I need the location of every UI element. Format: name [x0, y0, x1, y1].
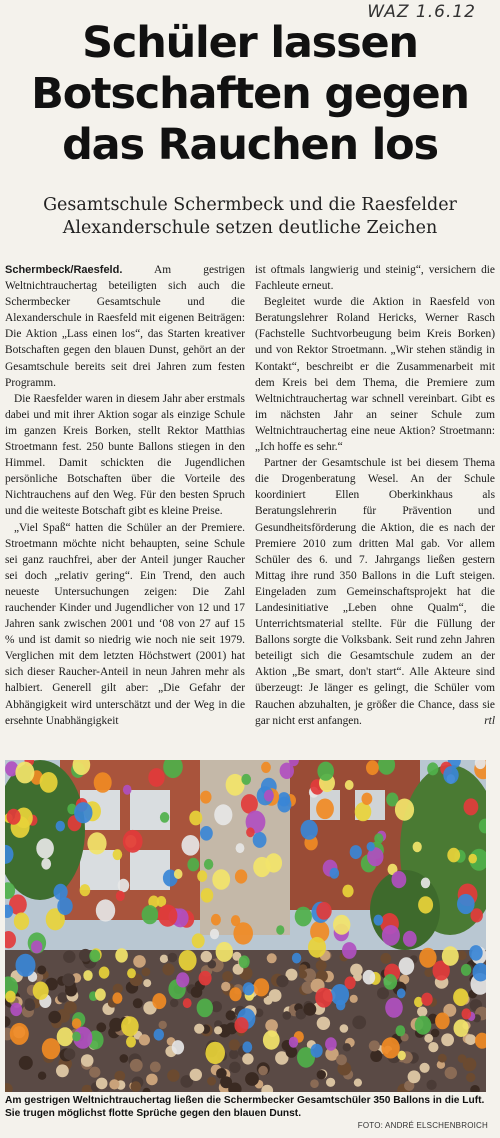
article-column-2	[255, 262, 495, 752]
headline-line: Schüler lassen	[82, 18, 418, 68]
photo-credit: FOTO: ANDRÉ ELSCHENBROICH	[357, 1121, 488, 1130]
paragraph: Schermbeck/Raesfeld. Am gestrigen Weltnichtrauchertag beteiligten sich auch die Schermbecker Gesamtschule und die Alexanderschule in Raesfeld mit eigenen Beiträgen: Die Aktion „Lass einen los“, das Starten kreativer Botschaften gegen den blauen Dunst, gehört an der Gesamtschule bereits seit drei Jahren zum festen Programm.	[5, 264, 246, 389]
paragraph: „Viel Spaß“ hatten die Schüler an der Premiere. Stroetmann möchte nicht behaupten, seine Schule sei ganz rauchfrei, aber der Anteil junger Raucher sei doch „relativ gering“. Ein Trend, den auch neueste Untersuchungen zeigen: Die Zahl rauchender Kinder und Jugendlicher von 12 und 17 Jahren sank zwischen 2001 und ‘08 von 27 auf 15 % und ist damit so niedrig wie noch nie seit 1979. Verglichen mit dem letzten Höchstwert (2001) hat sich dieser Raucher-Anteil in neun Jahren mehr als halbiert. Generell gilt aber: „Die Gefahr der Abhängigkeit wird unterschätzt und der Weg in die ersehnte Unabhängigkeit	[5, 521, 245, 727]
subheadline-line: Alexanderschule setzen deutliche Zeichen	[62, 218, 438, 238]
paragraph: ist oftmals langwierig und steinig“, versichern die Fachleute erneut.	[255, 264, 495, 293]
headline-line: Botschaften gegen	[31, 69, 469, 119]
photo-caption: Am gestrigen Weltnichtrauchertag ließen die Schermbecker Gesamtschüler 350 Ballons in die Luft. Sie trugen möglichst flotte Sprüche gegen den blauen Dunst.	[5, 1095, 485, 1119]
subheadline	[10, 194, 490, 240]
paragraph: Die Raesfelder waren in diesem Jahr aber erstmals dabei und mit ihrer Aktion sogar als einzige Schule im ganzen Kreis Borken, stellt Rektor Matthias Stroetmann fest. 250 bunte Ballons stiegen in den Himmel. Damit schickten die Jugendlichen persönliche Botschaften über die Vorteile des Nichtrauchens auf den Weg. Für den besten Spruch und die weiteste Botschaft gibt es kleine Preise.	[5, 392, 245, 518]
headline	[0, 18, 500, 171]
paragraph: Begleitet wurde die Aktion in Raesfeld von Beratungslehrer Roland Hericks, Werner Rasch (Fachstelle Suchtvorbeugung beim Kreis Borken) und von Rektor Stroetmann. „Wir stehen ständig in Kontakt“, beschreibt er die Zusammenarbeit mit dem Kreis bei dem Thema, die Premiere zum Weltnichtrauchertag war schnell vereinbart. Gibt es im nächsten Jahr an seiner Schule zum Weltnichtrauchertag eine neue Aktion? Stroetmann: „Ich hoffe es sehr.“	[255, 296, 495, 454]
subheadline-line: Gesamtschule Schermbeck und die Raesfelder	[43, 195, 457, 215]
dateline: Schermbeck/Raesfeld.	[5, 264, 123, 276]
article-body	[5, 262, 495, 752]
article-column-1	[5, 262, 245, 752]
balloon-photo	[5, 760, 486, 1092]
handwritten-note: WAZ 1.6.12	[367, 2, 476, 22]
author-initials: rtl	[484, 714, 495, 727]
paragraph: Partner der Gesamtschule ist bei diesem Thema die Drogenberatung Wesel. An der Schule koordiniert Ellen Oberkinkhaus als Beratungslehrerin für Prävention und Gesundheitsförderung die Aktion, die es nach der Premiere 2010 zum dritten Mal gab. Vor allem Schüler des 6. und 7. Jahrgangs ließen gestern Mittag ihre rund 350 Ballons in die Luft steigen. Eingeladen zum Gemeinschaftsprojekt hat die Landesinitiative „Leben ohne Qualm“, die Unterrichtsmaterial stellte. Für die Füllung der Ballons sorgte die Volksbank. Seit rund zehn Jahren beteiligt sich die Gesamtschule zudem an der Aktion „Be smart, don't start“. Alle Akteure sind überzeugt: Je länger es gelingt, die Schüler vom Rauchen abzuhalten, je größer die Chance, dass sie gar nicht erst anfangen. rtl	[255, 455, 495, 729]
photo-illustration	[5, 760, 486, 1092]
headline-line: das Rauchen los	[62, 120, 438, 170]
